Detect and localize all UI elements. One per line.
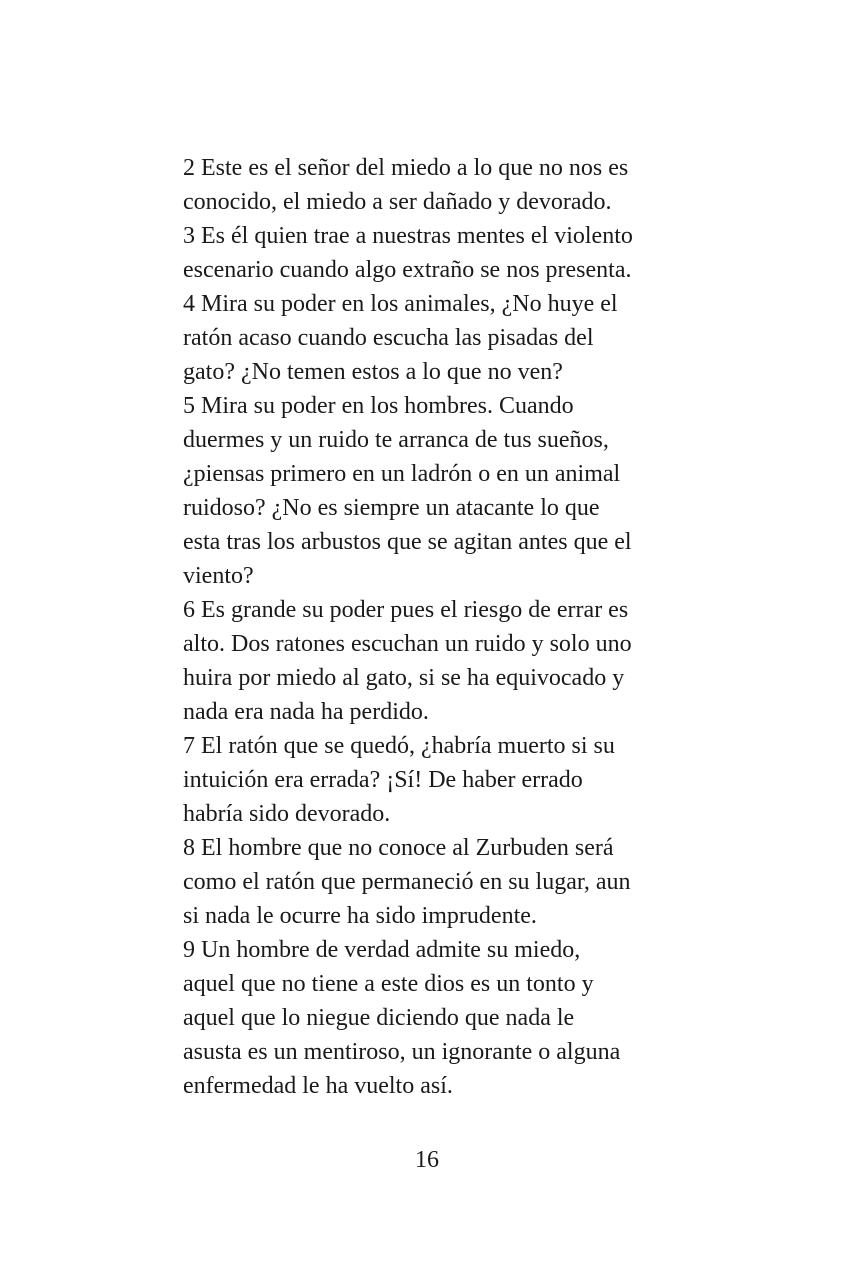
- text-line: enfermedad le ha vuelto así.: [183, 1073, 453, 1099]
- text-line: si nada le ocurre ha sido imprudente.: [183, 903, 537, 929]
- body-text: [183, 151, 683, 1103]
- text-line: huira por miedo al gato, si se ha equivocado y: [183, 665, 625, 691]
- text-line: habría sido devorado.: [183, 801, 391, 827]
- text-line: 8 El hombre que no conoce al Zurbuden será: [183, 835, 614, 861]
- text-line: alto. Dos ratones escuchan un ruido y solo uno: [183, 631, 632, 657]
- text-line: duermes y un ruido te arranca de tus sueños,: [183, 427, 609, 453]
- text-line: 6 Es grande su poder pues el riesgo de errar es: [183, 597, 629, 623]
- text-line: gato? ¿No temen estos a lo que no ven?: [183, 359, 563, 385]
- text-line: aquel que no tiene a este dios es un tonto y: [183, 971, 594, 997]
- text-line: ruidoso? ¿No es siempre un atacante lo que: [183, 495, 600, 521]
- text-line: nada era nada ha perdido.: [183, 699, 429, 725]
- text-line: escenario cuando algo extraño se nos presenta.: [183, 257, 632, 283]
- text-line: ratón acaso cuando escucha las pisadas del: [183, 325, 594, 351]
- text-line: conocido, el miedo a ser dañado y devorado.: [183, 189, 612, 215]
- text-line: ¿piensas primero en un ladrón o en un animal: [183, 461, 621, 487]
- text-line: esta tras los arbustos que se agitan antes que el: [183, 529, 632, 555]
- text-line: viento?: [183, 563, 254, 589]
- text-line: 2 Este es el señor del miedo a lo que no nos es: [183, 155, 629, 181]
- text-line: 5 Mira su poder en los hombres. Cuando: [183, 393, 574, 419]
- text-line: como el ratón que permaneció en su lugar, aun: [183, 869, 631, 895]
- text-line: 7 El ratón que se quedó, ¿habría muerto si su: [183, 733, 615, 759]
- text-line: 3 Es él quien trae a nuestras mentes el violento: [183, 223, 633, 249]
- text-line: 4 Mira su poder en los animales, ¿No huye el: [183, 291, 618, 317]
- text-line: aquel que lo niegue diciendo que nada le: [183, 1005, 575, 1031]
- text-line: asusta es un mentiroso, un ignorante o alguna: [183, 1039, 621, 1065]
- page-number: 16: [415, 1147, 439, 1173]
- text-line: 9 Un hombre de verdad admite su miedo,: [183, 937, 581, 963]
- text-line: intuición era errada? ¡Sí! De haber errado: [183, 767, 583, 793]
